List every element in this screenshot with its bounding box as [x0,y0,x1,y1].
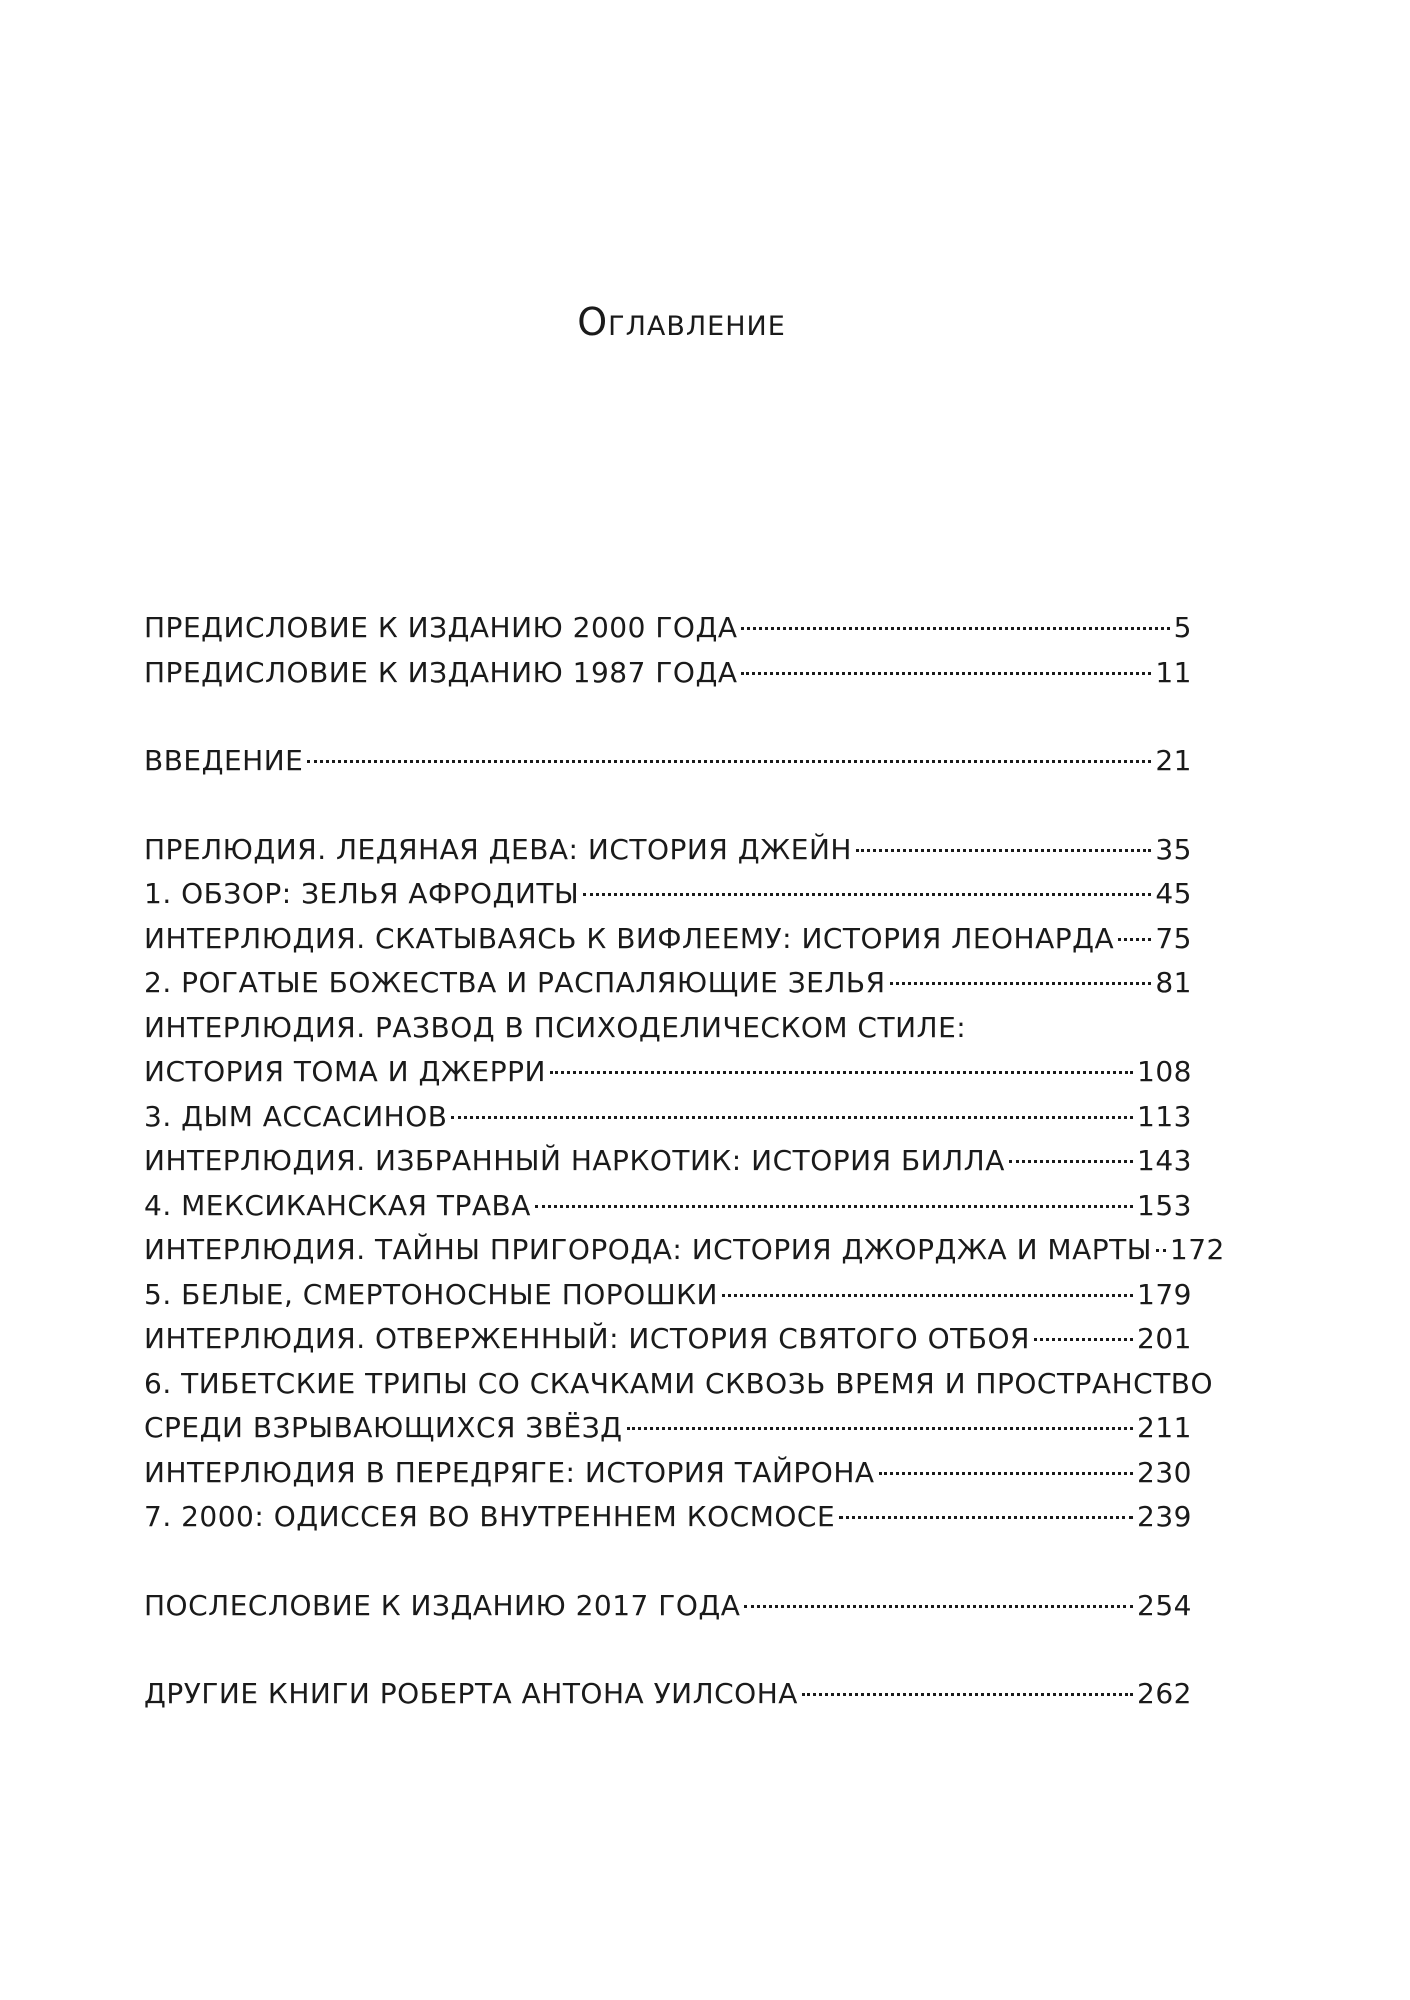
toc-entry-page: 11 [1155,655,1192,689]
toc-entry-title: 7. 2000: ОДИССЕЯ ВО ВНУТРЕННЕМ КОСМОСЕ [144,1500,836,1533]
toc-entry-title: 4. МЕКСИКАНСКАЯ ТРАВА [144,1188,531,1222]
toc-entry[interactable] [144,651,1192,696]
toc-entry-page: 254 [1137,1588,1192,1622]
dot-leader [741,672,1151,675]
toc-entry-title: ИНТЕРЛЮДИЯ. РАЗВОД В ПСИХОДЕЛИЧЕСКОМ СТИЛЕ: [144,1010,967,1044]
toc-entry-page: 172 [1169,1233,1225,1266]
toc-entry[interactable] [144,1495,1192,1540]
toc-entry[interactable] [144,1095,1192,1140]
dot-leader [856,849,1151,852]
toc-entry-page: 113 [1137,1099,1192,1133]
toc-entry-page: 35 [1155,832,1192,866]
toc-entry[interactable] [144,1584,1192,1629]
toc-entry-page: 81 [1155,966,1192,999]
dot-leader [1009,1160,1133,1163]
toc-entry-page: 211 [1137,1411,1192,1444]
dot-leader [1118,938,1151,941]
toc-entry-title: ПРЕДИСЛОВИЕ К ИЗДАНИЮ 1987 ГОДА [144,655,738,689]
dot-leader [583,893,1151,896]
dot-leader [802,1693,1133,1696]
toc-entry-page: 75 [1155,921,1192,955]
toc-entry-title: 1. ОБЗОР: ЗЕЛЬЯ АФРОДИТЫ [144,877,580,910]
dot-leader [451,1116,1133,1119]
toc-entry[interactable] [144,606,1192,651]
toc-entry-title: ПОСЛЕСЛОВИЕ К ИЗДАНИЮ 2017 ГОДА [144,1588,741,1622]
toc-entry-page: 239 [1137,1500,1192,1533]
toc-entry-title: ИНТЕРЛЮДИЯ В ПЕРЕДРЯГЕ: ИСТОРИЯ ТАЙРОНА [144,1455,875,1489]
toc-entry[interactable] [144,961,1192,1006]
toc-entry-title: ИНТЕРЛЮДИЯ. ИЗБРАННЫЙ НАРКОТИК: ИСТОРИЯ БИЛЛА [144,1144,1005,1177]
toc-entry[interactable] [144,1406,1192,1451]
toc-entry-page: 143 [1137,1144,1192,1177]
toc-entry[interactable] [144,1362,1214,1407]
toc-entry[interactable] [144,828,1192,873]
toc-entry-title: ИСТОРИЯ ТОМА И ДЖЕРРИ [144,1055,546,1088]
toc-entry[interactable] [144,1273,1192,1318]
dot-leader [1034,1338,1133,1341]
toc-entry-title: ИНТЕРЛЮДИЯ. ОТВЕРЖЕННЫЙ: ИСТОРИЯ СВЯТОГО ОТБОЯ [144,1322,1030,1355]
dot-leader [550,1071,1133,1074]
toc-entry-title: 5. БЕЛЫЕ, СМЕРТОНОСНЫЕ ПОРОШКИ [144,1277,718,1311]
toc-entry-title: ДРУГИЕ КНИГИ РОБЕРТА АНТОНА УИЛСОНА [144,1677,798,1710]
toc-group [144,606,1192,695]
table-of-contents [144,606,1225,1761]
toc-entry[interactable] [144,917,1192,962]
toc-entry[interactable] [144,872,1192,917]
toc-entry[interactable] [144,1006,1192,1051]
toc-entry-title: ПРЕЛЮДИЯ. ЛЕДЯНАЯ ДЕВА: ИСТОРИЯ ДЖЕЙН [144,832,852,866]
dot-leader [890,982,1152,985]
dot-leader [535,1205,1133,1208]
toc-entry-title: 3. ДЫМ АССАСИНОВ [144,1099,448,1133]
dot-leader [1156,1249,1166,1252]
toc-entry[interactable] [144,1228,1225,1273]
toc-entry-title: 2. РОГАТЫЕ БОЖЕСТВА И РАСПАЛЯЮЩИЕ ЗЕЛЬЯ [144,966,886,999]
toc-entry[interactable] [144,1317,1192,1362]
toc-entry[interactable] [144,1050,1192,1095]
toc-group [144,828,1225,1540]
toc-entry-title: 6. ТИБЕТСКИЕ ТРИПЫ СО СКАЧКАМИ СКВОЗЬ ВРЕМЯ И ПРОСТРАНСТВО [144,1366,1214,1400]
toc-entry-page: 230 [1137,1455,1192,1489]
page-title: Оглавление [577,300,786,344]
toc-entry-page: 201 [1137,1322,1192,1355]
dot-leader [741,627,1169,630]
dot-leader [722,1294,1133,1297]
toc-entry-page: 179 [1137,1277,1192,1311]
toc-entry[interactable] [144,1139,1192,1184]
toc-entry[interactable] [144,1672,1192,1717]
toc-entry-page: 21 [1155,744,1192,777]
dot-leader [744,1605,1133,1608]
toc-entry-title: ПРЕДИСЛОВИЕ К ИЗДАНИЮ 2000 ГОДА [144,611,738,644]
toc-group [144,739,1192,784]
dot-leader [627,1427,1134,1430]
dot-leader [307,760,1151,763]
toc-entry-page: 153 [1137,1188,1192,1222]
toc-entry-title: СРЕДИ ВЗРЫВАЮЩИХСЯ ЗВЁЗД [144,1411,623,1444]
toc-entry-title: ВВЕДЕНИЕ [144,744,304,777]
toc-entry-title: ИНТЕРЛЮДИЯ. ТАЙНЫ ПРИГОРОДА: ИСТОРИЯ ДЖОРДЖА И МАРТЫ [144,1233,1152,1266]
dot-leader [879,1472,1134,1475]
toc-group [144,1672,1192,1717]
toc-entry[interactable] [144,1451,1192,1496]
toc-entry-page: 262 [1137,1677,1192,1710]
toc-entry[interactable] [144,739,1192,784]
toc-entry-page: 108 [1137,1055,1192,1088]
toc-entry-title: ИНТЕРЛЮДИЯ. СКАТЫВАЯСЬ К ВИФЛЕЕМУ: ИСТОРИЯ ЛЕОНАРДА [144,921,1115,955]
toc-entry-page: 45 [1155,877,1192,910]
toc-entry[interactable] [144,1184,1192,1229]
toc-entry-page: 5 [1173,611,1192,644]
dot-leader [839,1516,1133,1519]
toc-group [144,1584,1192,1629]
